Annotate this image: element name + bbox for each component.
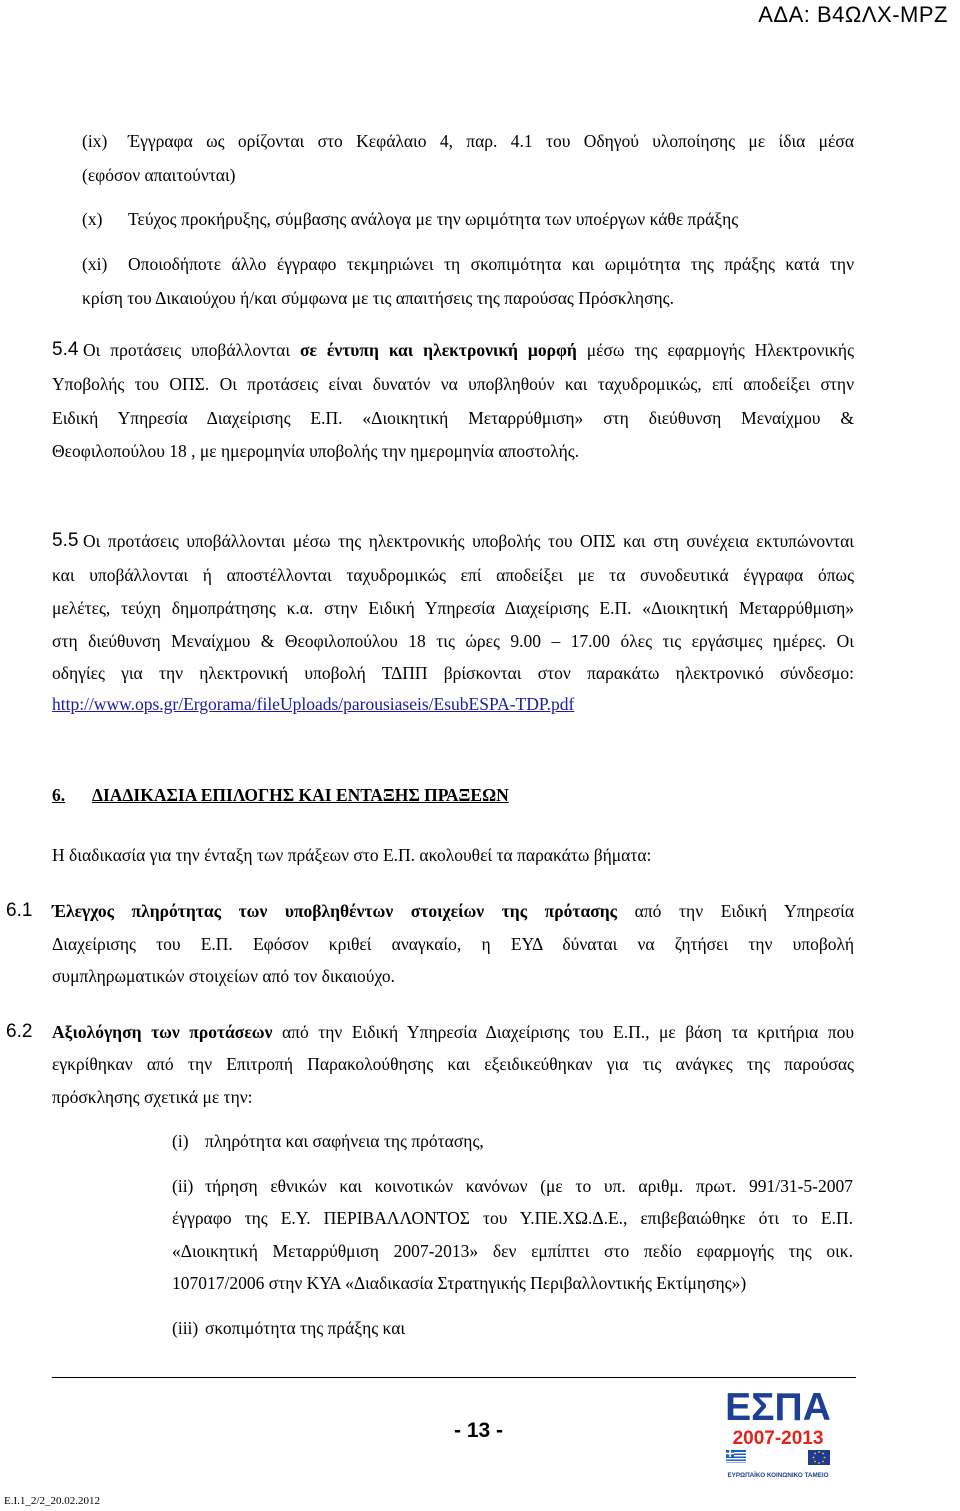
- criterion-ii-line1: τήρηση εθνικών και κοινοτικών κανόνων (με το υπ. αριθμ. πρωτ. 991/31-5-2007: [205, 1176, 853, 1196]
- item-ix-line1: Έγγραφα ως ορίζονται στο Κεφάλαιο 4, παρ. 4.1 του Οδηγού υλοποίησης με ίδια μέσα: [128, 131, 854, 151]
- logo-word: ΕΣΠΑ: [725, 1386, 831, 1429]
- section-6-2-line2: εγκρίθηκαν από την Επιτροπή Παρακολούθησης και εξειδικεύθηκαν για τις ανάγκες της παρούσας: [52, 1054, 854, 1074]
- footer-rule: [52, 1377, 856, 1378]
- item-x-line1: Τεύχος προκήρυξης, σύμβασης ανάλογα με την ωριμότητα των υποέργων κάθε πράξης: [128, 209, 739, 229]
- section-6-1-number: 6.1: [6, 900, 33, 921]
- section-6-number: 6.: [52, 785, 66, 805]
- section-6-title: ΔΙΑΔΙΚΑΣΙΑ ΕΠΙΛΟΓΗΣ ΚΑΙ ΕΝΤΑΞΗΣ ΠΡΑΞΕΩΝ: [92, 785, 509, 805]
- criterion-iii-text: σκοπιμότητα της πράξης και: [205, 1318, 406, 1338]
- criterion-ii-line3: «Διοικητική Μεταρρύθμιση 2007-2013» δεν εμπίπτει στο πεδίο εφαρμογής της οικ.: [172, 1241, 853, 1261]
- section-5-4-line4: Θεοφιλοπούλου 18 , με ημερομηνία υποβολής την ημερομηνία αποστολής.: [52, 441, 580, 461]
- section-6-2-line3: πρόσκλησης σχετικά με την:: [52, 1087, 253, 1107]
- section-5-5-line2: και υποβάλλονται ή αποστέλλονται ταχυδρομικώς επί αποδείξει με τα συνοδευτικά έγγραφα όπως: [52, 565, 854, 585]
- ada-code: ΑΔΑ: Β4ΩΛΧ-ΜΡΖ: [758, 2, 948, 27]
- section-5-4-line1: Οι προτάσεις υποβάλλονται σε έντυπη και ηλεκτρονική μορφή μέσω της εφαρμογής Ηλεκτρονικής: [83, 340, 855, 360]
- item-x-label: (x): [82, 209, 103, 229]
- item-ix-line2: (εφόσον απαιτούνται): [82, 165, 236, 185]
- tdpp-guide-link[interactable]: http://www.ops.gr/Ergorama/fileUploads/parousiaseis/EsubESPA-TDP.pdf: [52, 694, 575, 714]
- section-5-5-number: 5.5: [52, 530, 79, 551]
- section-5-5-line3: μελέτες, τεύχη δημοπράτησης κ.α. στην Ειδική Υπηρεσία Διαχείρισης Ε.Π. «Διοικητική Μεταρρύθμιση»: [52, 598, 854, 618]
- section-5-4-line2: Υποβολής του ΟΠΣ. Οι προτάσεις είναι δυνατόν να υποβληθούν και ταχυδρομικώς, επί αποδείξει στην: [52, 374, 854, 394]
- item-xi-label: (xi): [82, 254, 108, 274]
- section-5-5-line5: οδηγίες για την ηλεκτρονική υποβολή ΤΔΠΠ βρίσκονται στον παρακάτω ηλεκτρονικό σύνδεσμο:: [52, 663, 854, 683]
- section-5-4-line3: Ειδική Υπηρεσία Διαχείρισης Ε.Π. «Διοικητική Μεταρρύθμιση» στη διεύθυνση Μεναίχμου &: [52, 408, 854, 428]
- section-6-intro: Η διαδικασία για την ένταξη των πράξεων στο Ε.Π. ακολουθεί τα παρακάτω βήματα:: [52, 845, 652, 865]
- section-6-1-line2: Διαχείρισης του Ε.Π. Εφόσον κριθεί αναγκαίο, η ΕΥΔ δύναται να ζητήσει την υποβολή: [52, 934, 854, 954]
- section-5-5-line1: Οι προτάσεις υποβάλλονται μέσω της ηλεκτρονικής υποβολής του ΟΠΣ και στη συνέχεια εκτυπώνονται: [83, 531, 854, 551]
- eu-flag-icon: [808, 1450, 830, 1465]
- logo-years: 2007-2013: [732, 1428, 824, 1449]
- document-code: Ε.Ι.1_2/2_20.02.2012: [4, 1495, 100, 1507]
- espa-logo: [722, 1384, 834, 1480]
- criterion-i-text: πληρότητα και σαφήνεια της πρότασης,: [205, 1131, 484, 1151]
- section-5-4-number: 5.4: [52, 339, 79, 360]
- section-6-2-number: 6.2: [6, 1021, 33, 1042]
- logo-caption: ΕΥΡΩΠΑΪΚΟ ΚΟΙΝΩΝΙΚΟ ΤΑΜΕΙΟ: [727, 1472, 829, 1479]
- section-6-2-line1: Αξιολόγηση των προτάσεων από την Ειδική Υπηρεσία Διαχείρισης του Ε.Π., με βάση τα κριτήρια που: [52, 1022, 854, 1042]
- section-6-1-line3: συμπληρωματικών στοιχείων από τον δικαιούχο.: [52, 966, 395, 986]
- section-5-5-line4: στη διεύθυνση Μεναίχμου & Θεοφιλοπούλου 18 τις ώρες 9.00 – 17.00 όλες τις εργάσιμες ημέρες. Οι: [52, 631, 854, 651]
- greek-flag-icon: [726, 1450, 746, 1463]
- section-6-1-line1: Έλεγχος πληρότητας των υποβληθέντων στοιχείων της πρότασης από την Ειδική Υπηρεσία: [52, 901, 854, 921]
- criterion-ii-line4: 107017/2006 στην ΚΥΑ «Διαδικασία Στρατηγικής Περιβαλλοντικής Εκτίμησης»): [172, 1273, 747, 1293]
- item-ix-label: (ix): [82, 131, 108, 151]
- criterion-iii-label: (iii): [172, 1318, 199, 1338]
- item-xi-line2: κρίση του Δικαιούχου ή/και σύμφωνα με τις απαιτήσεις της παρούσας Πρόσκλησης.: [82, 288, 674, 308]
- criterion-ii-line2: έγγραφο της Ε.Υ. ΠΕΡΙΒΑΛΛΟΝΤΟΣ του Υ.ΠΕ.ΧΩ.Δ.Ε., επιβεβαιώθηκε ότι το Ε.Π.: [172, 1208, 853, 1228]
- criterion-i-label: (i): [172, 1131, 189, 1151]
- criterion-ii-label: (ii): [172, 1176, 194, 1196]
- page-number: - 13 -: [454, 1419, 504, 1442]
- item-xi-line1: Οποιοδήποτε άλλο έγγραφο τεκμηριώνει τη σκοπιμότητα και ωριμότητα της πράξης κατά την: [128, 254, 854, 274]
